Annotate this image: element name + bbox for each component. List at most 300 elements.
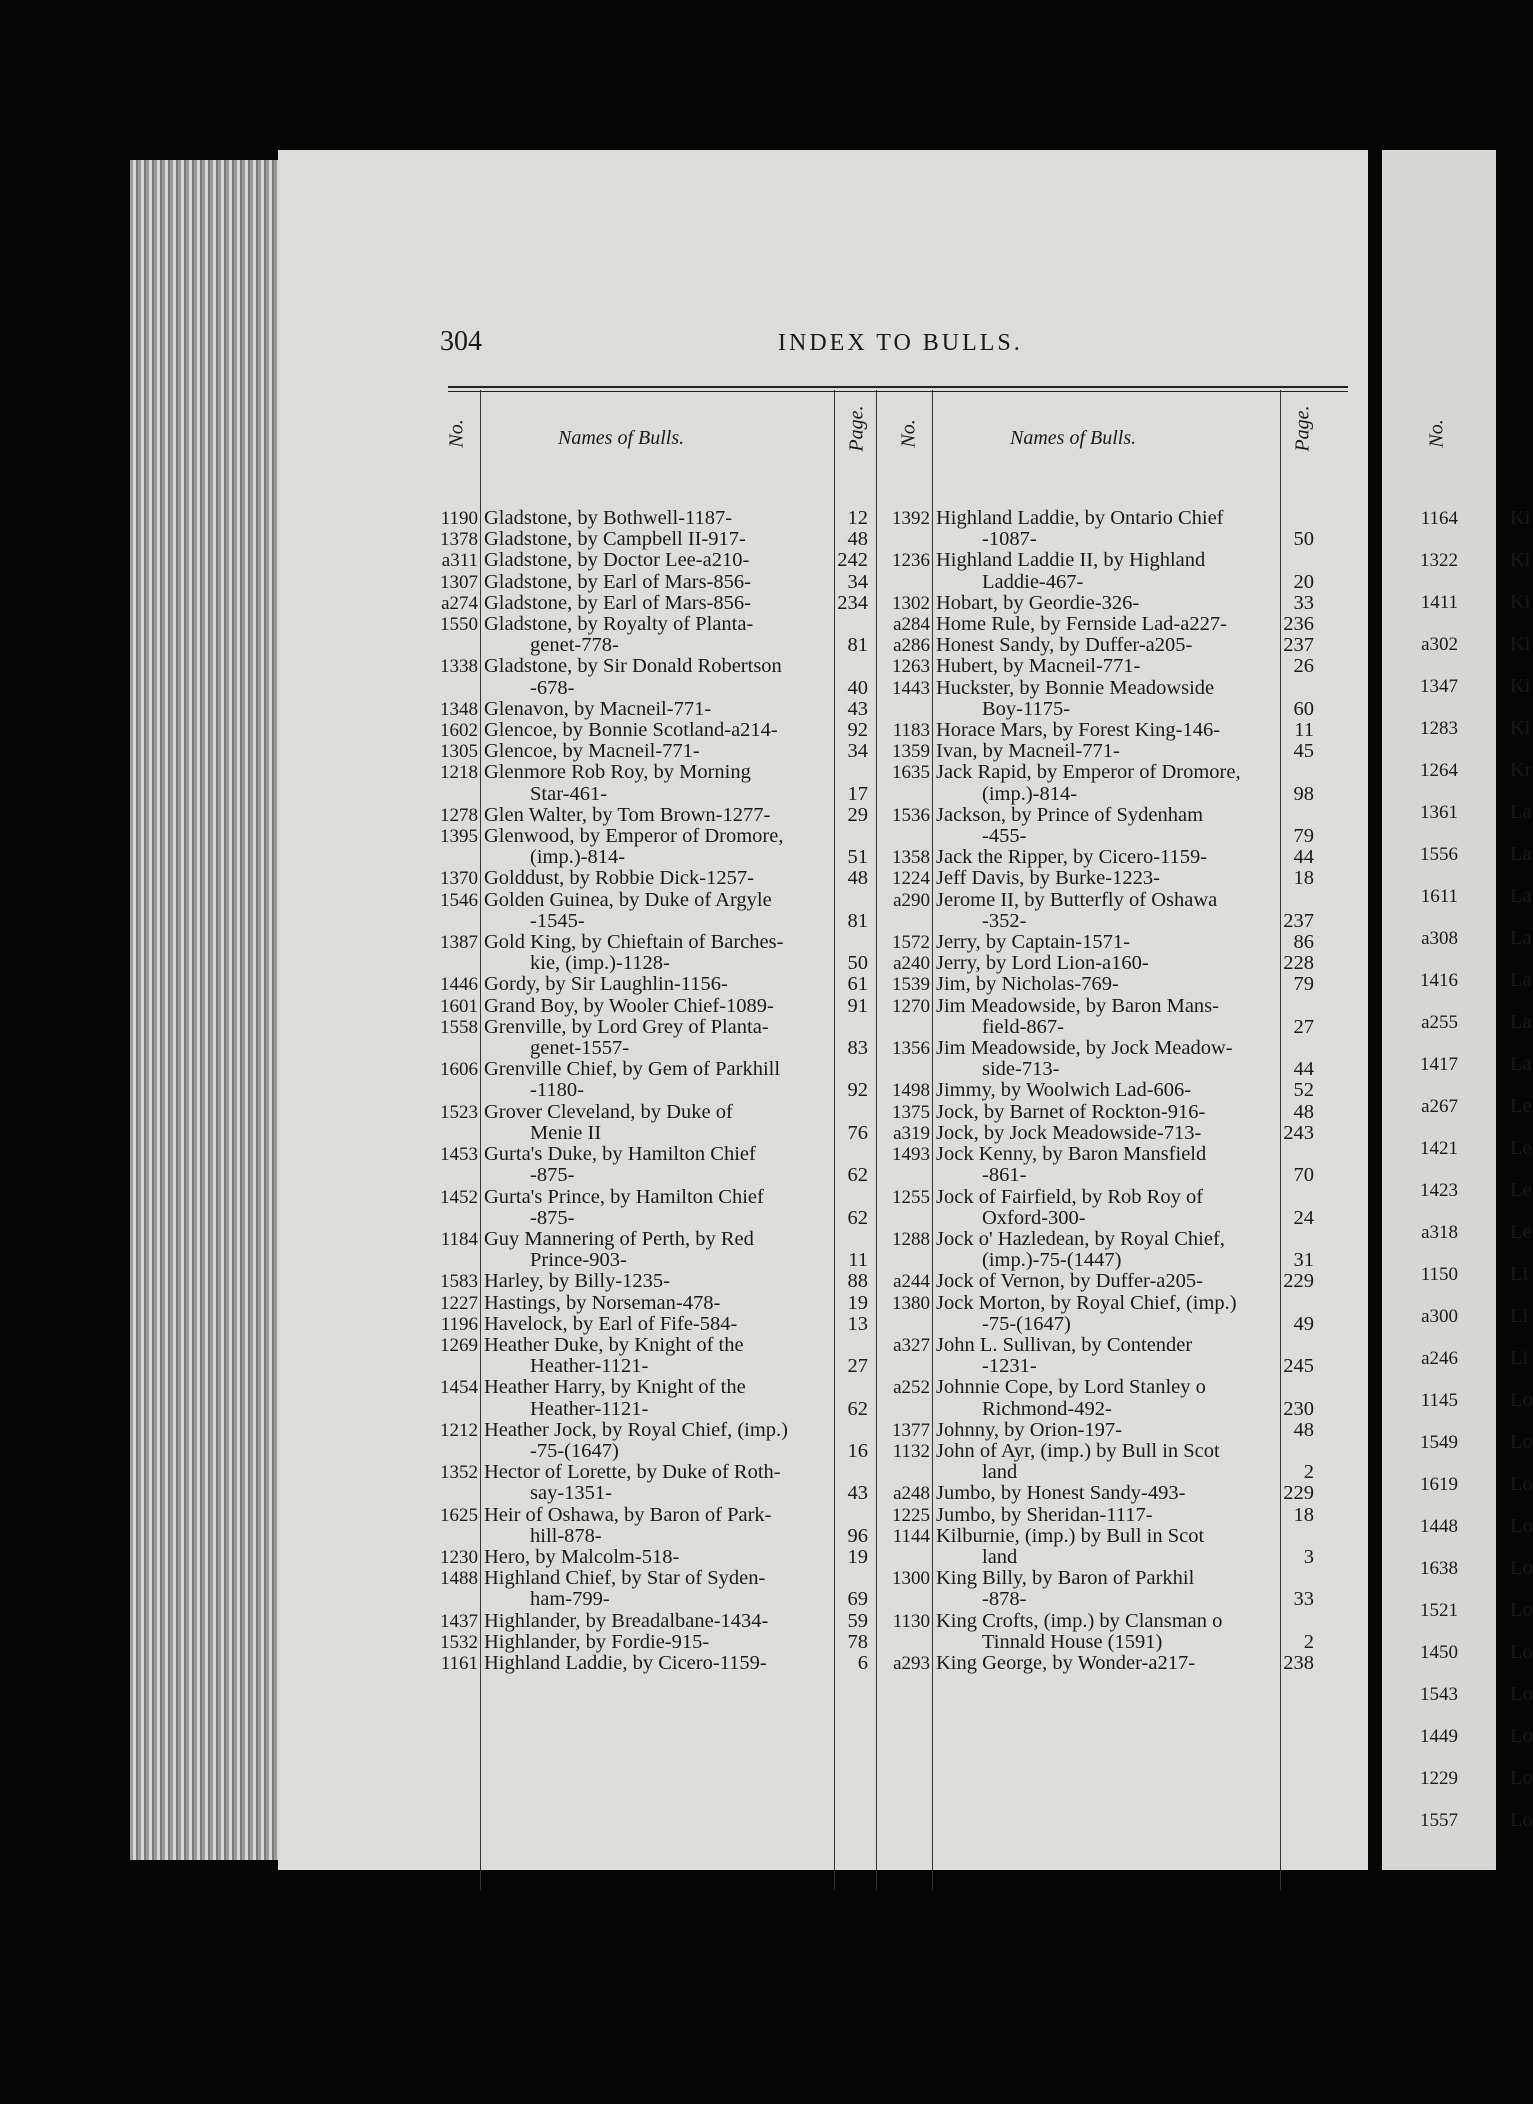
index-entry — [890, 847, 1314, 868]
index-entry — [1418, 675, 1531, 718]
entry-name-continued: (imp.)-814- — [982, 782, 1078, 805]
entry-number: 1387 — [440, 932, 478, 954]
entry-number: a248 — [893, 1483, 930, 1505]
entry-name: Le — [1510, 1137, 1532, 1159]
index-entry — [1418, 549, 1531, 592]
index-entry — [890, 762, 1314, 804]
entry-name-continued: -1087- — [982, 528, 1037, 551]
entry-number: 1358 — [892, 847, 930, 869]
entry-page: 18 — [1293, 867, 1314, 890]
names-header: Names of Bulls. — [558, 427, 685, 449]
page-title: INDEX TO BULLS. — [778, 330, 1023, 356]
entry-name: Jerry, by Lord Lion-a160- — [936, 952, 1149, 975]
book-page-edges — [130, 160, 280, 1860]
entry-name: Ki — [1510, 633, 1531, 655]
entry-number: a246 — [1421, 1348, 1458, 1369]
index-entry — [890, 805, 1314, 847]
index-entry — [438, 1314, 868, 1335]
entry-name: Ki — [1510, 549, 1531, 571]
entry-number: 1196 — [440, 1313, 478, 1335]
entry-name: Grand Boy, by Wooler Chief-1089- — [484, 994, 774, 1017]
entry-name: Ki — [1510, 717, 1531, 739]
index-entry — [890, 1271, 1314, 1292]
entry-page: 44 — [1293, 1058, 1314, 1081]
entry-number: 1395 — [440, 826, 478, 848]
entry-name-continued: -878- — [982, 1588, 1027, 1611]
entry-name: John of Ayr, (imp.) by Bull in Scot — [936, 1439, 1220, 1462]
entry-page: 6 — [857, 1651, 868, 1674]
entry-name: Jock of Vernon, by Duffer-a205- — [936, 1270, 1203, 1293]
entry-number: 1338 — [440, 656, 478, 678]
index-entry — [438, 1547, 868, 1568]
entry-name: La — [1510, 885, 1532, 907]
facing-page — [1382, 150, 1533, 1870]
index-entry — [890, 741, 1314, 762]
entry-name: Highland Laddie II, by Highland — [936, 549, 1206, 572]
index-entry — [890, 1038, 1314, 1080]
entry-number: a274 — [441, 592, 478, 614]
entry-name: Jack the Ripper, by Cicero-1159- — [936, 846, 1208, 869]
entry-page: 27 — [847, 1355, 868, 1378]
index-entry — [890, 593, 1314, 614]
entry-number: 1493 — [892, 1144, 930, 1166]
index-entry — [438, 996, 868, 1017]
page-header: Page. — [845, 405, 868, 452]
entry-name-continued: Heather-1121- — [530, 1355, 649, 1378]
entry-page: 229 — [1283, 1270, 1314, 1293]
entry-page: 91 — [847, 994, 868, 1017]
entry-page: 12 — [847, 507, 868, 529]
entry-number: 1190 — [440, 508, 478, 529]
entry-name: Heather Jock, by Royal Chief, (imp.) — [484, 1418, 789, 1441]
index-entry — [1418, 801, 1532, 844]
entry-name: Lo — [1510, 1599, 1533, 1621]
entry-number: 1212 — [440, 1419, 478, 1441]
entry-name: Lo — [1510, 1515, 1533, 1537]
entry-name: Lo — [1510, 1389, 1533, 1411]
index-entry — [890, 1080, 1314, 1101]
entry-name: Jimmy, by Woolwich Lad-606- — [936, 1079, 1192, 1102]
entry-page: 34 — [847, 570, 868, 593]
entry-page: 18 — [1293, 1503, 1314, 1526]
entry-name: Ivan, by Macneil-771- — [936, 740, 1120, 763]
entry-page: 50 — [847, 952, 868, 975]
entry-number: 1450 — [1420, 1642, 1458, 1663]
index-entry — [890, 1568, 1314, 1610]
entry-number: 1307 — [440, 571, 478, 593]
entry-name-continued: -875- — [530, 1164, 575, 1187]
entry-page: 52 — [1293, 1079, 1314, 1102]
entry-name: Jock o' Hazledean, by Royal Chief, — [936, 1227, 1225, 1250]
index-entry — [890, 1377, 1314, 1419]
entry-number: 1521 — [1420, 1600, 1458, 1621]
index-entry — [890, 932, 1314, 953]
entry-page: 34 — [847, 740, 868, 763]
entry-page: 24 — [1293, 1206, 1314, 1229]
entry-number: 1302 — [892, 592, 930, 614]
entry-page: 88 — [847, 1270, 868, 1293]
entry-name: Highland Laddie, by Cicero-1159- — [484, 1651, 767, 1674]
index-entry — [438, 572, 868, 593]
entry-name: Li — [1510, 1263, 1529, 1285]
entry-page: 48 — [1293, 1100, 1314, 1123]
entry-name: Lo — [1510, 1641, 1533, 1663]
entry-number: 1161 — [440, 1652, 478, 1674]
index-entry — [890, 1335, 1314, 1377]
entry-number: 1380 — [892, 1292, 930, 1314]
entry-number: 1375 — [892, 1101, 930, 1123]
entry-name-continued: field-867- — [982, 1015, 1064, 1038]
entry-page: 96 — [847, 1524, 868, 1547]
entry-page: 13 — [847, 1312, 868, 1335]
index-entry — [890, 656, 1314, 677]
entry-name-continued: Laddie-467- — [982, 570, 1084, 593]
no-header: No. — [897, 419, 920, 448]
entry-page: 234 — [837, 591, 868, 614]
entry-name: Jock of Fairfield, by Rob Roy of — [936, 1185, 1204, 1208]
entry-number: 1546 — [440, 889, 478, 911]
entry-name: John L. Sullivan, by Contender — [936, 1333, 1193, 1356]
entry-name-continued: -1231- — [982, 1355, 1037, 1378]
index-entry — [890, 635, 1314, 656]
entry-number: a240 — [893, 953, 930, 975]
entry-name: Glenavon, by Macneil-771- — [484, 697, 712, 720]
entry-name: Highland Laddie, by Ontario Chief — [936, 507, 1224, 529]
entry-page: 20 — [1293, 570, 1314, 593]
index-entry — [438, 1187, 868, 1229]
entry-name: Jumbo, by Honest Sandy-493- — [936, 1482, 1186, 1505]
index-entry — [438, 656, 868, 698]
entry-number: 1602 — [440, 720, 478, 742]
entry-name: Jackson, by Prince of Sydenham — [936, 803, 1204, 826]
entry-number: 1488 — [440, 1568, 478, 1590]
index-entry — [1418, 885, 1532, 928]
entry-name: Jim Meadowside, by Baron Mans- — [936, 994, 1219, 1017]
entry-number: 1150 — [1420, 1264, 1458, 1285]
entry-number: 1539 — [892, 974, 930, 996]
entry-number: 1236 — [892, 550, 930, 572]
entry-page: 92 — [847, 1079, 868, 1102]
entry-page: 51 — [847, 846, 868, 869]
index-entry — [1418, 633, 1531, 676]
entry-name: Huckster, by Bonnie Meadowside — [936, 676, 1215, 699]
index-page — [278, 150, 1368, 1870]
entry-page: 27 — [1293, 1015, 1314, 1038]
entry-name: King Billy, by Baron of Parkhil — [936, 1567, 1195, 1590]
entry-list — [890, 508, 1314, 1674]
index-entry — [890, 1653, 1314, 1674]
index-entry — [1418, 759, 1532, 802]
index-entry — [1418, 1557, 1533, 1600]
index-entry — [1418, 1179, 1532, 1222]
entry-name-continued: -455- — [982, 825, 1027, 848]
entry-page: 236 — [1283, 613, 1314, 636]
index-entry — [890, 678, 1314, 720]
entry-page: 243 — [1283, 1121, 1314, 1144]
entry-name: Glencoe, by Bonnie Scotland-a214- — [484, 719, 778, 742]
entry-number: 1601 — [440, 995, 478, 1017]
entry-name: Grover Cleveland, by Duke of — [484, 1100, 733, 1123]
index-entry — [1418, 969, 1532, 1012]
entry-name-continued: land — [982, 1545, 1018, 1568]
entry-page: 49 — [1293, 1312, 1314, 1335]
entry-page: 48 — [1293, 1418, 1314, 1441]
index-entry — [1418, 1809, 1533, 1852]
entry-number: 1416 — [1420, 970, 1458, 991]
index-entry — [890, 720, 1314, 741]
entry-name: Gladstone, by Sir Donald Robertson — [484, 655, 782, 678]
entry-name: Gold King, by Chieftain of Barches- — [484, 931, 784, 954]
entry-name: Glencoe, by Macneil-771- — [484, 740, 700, 763]
index-entry — [438, 1462, 868, 1504]
entry-name: Hastings, by Norseman-478- — [484, 1291, 721, 1314]
entry-name: Gladstone, by Earl of Mars-856- — [484, 591, 752, 614]
entry-name-continued: hill-878- — [530, 1524, 602, 1547]
entry-number: 1453 — [440, 1144, 478, 1166]
entry-number: 1536 — [892, 804, 930, 826]
entry-page: 43 — [847, 697, 868, 720]
entry-name-continued: -75-(1647) — [982, 1312, 1071, 1335]
entry-number: 1322 — [1420, 550, 1458, 571]
index-entry — [438, 1102, 868, 1144]
index-entry — [438, 1653, 868, 1674]
entry-name: Le — [1510, 1179, 1532, 1201]
entry-name: Gordy, by Sir Laughlin-1156- — [484, 973, 728, 996]
entry-page: 62 — [847, 1206, 868, 1229]
index-entry — [1418, 927, 1532, 970]
index-entry — [438, 720, 868, 741]
index-entry — [438, 550, 868, 571]
entry-name: Jim, by Nicholas-769- — [936, 973, 1119, 996]
entry-number: 1305 — [440, 741, 478, 763]
entry-number: 1443 — [892, 677, 930, 699]
entry-name-continued: land — [982, 1461, 1018, 1484]
entry-page: 45 — [1293, 740, 1314, 763]
entry-page: 230 — [1283, 1397, 1314, 1420]
entry-number: 1452 — [440, 1186, 478, 1208]
index-entry — [890, 1611, 1314, 1653]
entry-list — [438, 508, 868, 1674]
entry-number: 1446 — [440, 974, 478, 996]
index-entry — [438, 1611, 868, 1632]
index-entry — [438, 508, 868, 529]
entry-name: King George, by Wonder-a217- — [936, 1651, 1196, 1674]
entry-name: Lo — [1510, 1473, 1533, 1495]
entry-number: 1255 — [892, 1186, 930, 1208]
entry-name: Gladstone, by Earl of Mars-856- — [484, 570, 752, 593]
entry-name: Honest Sandy, by Duffer-a205- — [936, 634, 1193, 657]
entry-name-continued: Heather-1121- — [530, 1397, 649, 1420]
entry-number: 1417 — [1420, 1054, 1458, 1075]
index-entry — [890, 1187, 1314, 1229]
entry-name: Golddust, by Robbie Dick-1257- — [484, 867, 754, 890]
entry-number: a255 — [1421, 1012, 1458, 1033]
index-entry — [1418, 1389, 1533, 1432]
index-entry — [1418, 1599, 1533, 1642]
entry-number: a267 — [1421, 1096, 1458, 1117]
entry-page: 62 — [847, 1397, 868, 1420]
entry-page: 48 — [847, 867, 868, 890]
entry-name: Johnnie Cope, by Lord Stanley o — [936, 1376, 1206, 1399]
entry-name: Ki — [1510, 675, 1531, 697]
entry-name: Li — [1510, 1347, 1529, 1369]
index-entry — [890, 1483, 1314, 1504]
entry-name-continued: Star-461- — [530, 782, 608, 805]
entry-name-continued: Prince-903- — [530, 1249, 627, 1272]
entry-page: 19 — [847, 1291, 868, 1314]
index-entry — [438, 1335, 868, 1377]
entry-name: Lo — [1510, 1557, 1533, 1579]
entry-number: a327 — [893, 1334, 930, 1356]
entry-number: a319 — [893, 1122, 930, 1144]
entry-page: 70 — [1293, 1164, 1314, 1187]
entry-number: 1543 — [1420, 1684, 1458, 1705]
entry-number: 1498 — [892, 1080, 930, 1102]
no-header: No. — [1425, 419, 1448, 448]
entry-name-continued: -352- — [982, 909, 1027, 932]
entry-name-continued: -1180- — [530, 1079, 584, 1102]
entry-number: 1606 — [440, 1059, 478, 1081]
index-entry — [438, 699, 868, 720]
index-entry — [1418, 1011, 1532, 1054]
index-entry — [438, 1271, 868, 1292]
entry-page: 11 — [848, 1249, 868, 1272]
entry-number: 1454 — [440, 1377, 478, 1399]
entry-number: 1230 — [440, 1546, 478, 1568]
entry-name: La — [1510, 801, 1532, 823]
entry-number: 1164 — [1420, 508, 1458, 529]
entry-name: Harley, by Billy-1235- — [484, 1270, 670, 1293]
entry-page: 26 — [1293, 655, 1314, 678]
index-entry — [1418, 1137, 1532, 1180]
index-entry — [890, 614, 1314, 635]
entry-number: 1145 — [1420, 1390, 1458, 1411]
index-entry — [438, 593, 868, 614]
entry-name-continued: -875- — [530, 1206, 575, 1229]
entry-name-continued: Tinnald House (1591) — [982, 1630, 1163, 1653]
header-rule — [448, 386, 1348, 388]
entry-name: Heir of Oshawa, by Baron of Park- — [484, 1503, 772, 1526]
entry-name: Ki — [1510, 591, 1531, 613]
entry-number: 1611 — [1420, 886, 1458, 907]
column-header — [438, 400, 868, 470]
index-entry — [1418, 1683, 1533, 1726]
column-header — [1418, 400, 1498, 470]
entry-number: 1183 — [892, 720, 930, 742]
entry-name-continued: Richmond-492- — [982, 1397, 1112, 1420]
entry-number: a284 — [893, 614, 930, 636]
entry-name: Glenmore Rob Roy, by Morning — [484, 761, 751, 784]
index-entry — [438, 826, 868, 868]
index-entry — [438, 805, 868, 826]
index-entry — [438, 1505, 868, 1547]
entry-name: Kr — [1510, 759, 1532, 781]
entry-page: 245 — [1283, 1355, 1314, 1378]
entry-name-continued: Oxford-300- — [982, 1206, 1086, 1229]
entry-number: a302 — [1421, 634, 1458, 655]
entry-page: 3 — [1303, 1545, 1314, 1568]
entry-number: 1619 — [1420, 1474, 1458, 1495]
entry-name: Jack Rapid, by Emperor of Dromore, — [936, 761, 1241, 784]
entry-number: a311 — [441, 550, 478, 572]
page-header: Page. — [1291, 405, 1314, 452]
entry-page: 78 — [847, 1630, 868, 1653]
index-entry — [1418, 1305, 1529, 1348]
entry-name: Jumbo, by Sheridan-1117- — [936, 1503, 1153, 1526]
entry-name: La — [1510, 927, 1532, 949]
entry-name: Havelock, by Earl of Fife-584- — [484, 1312, 738, 1335]
entry-number: 1224 — [892, 868, 930, 890]
entry-page: 50 — [1293, 528, 1314, 551]
entry-name: Ki — [1510, 507, 1531, 529]
entry-name-continued: kie, (imp.)-1128- — [530, 952, 670, 975]
entry-number: 1347 — [1420, 676, 1458, 697]
index-entry — [438, 614, 868, 656]
entry-number: 1361 — [1420, 802, 1458, 823]
index-entry — [438, 932, 868, 974]
index-entry — [1418, 1263, 1529, 1306]
index-entry — [1418, 1515, 1533, 1558]
entry-name: Li — [1510, 1305, 1529, 1327]
entry-number: 1532 — [440, 1631, 478, 1653]
index-entry — [438, 762, 868, 804]
entry-number: 1370 — [440, 868, 478, 890]
index-entry — [1418, 1767, 1533, 1810]
entry-number: 1423 — [1420, 1180, 1458, 1201]
entry-name: Gladstone, by Bothwell-1187- — [484, 507, 733, 529]
entry-name: La — [1510, 969, 1532, 991]
entry-number: a252 — [893, 1377, 930, 1399]
entry-number: 1411 — [1420, 592, 1458, 613]
entry-page: 81 — [847, 909, 868, 932]
entry-name: La — [1510, 843, 1532, 865]
entry-page: 60 — [1293, 697, 1314, 720]
entry-page: 43 — [847, 1482, 868, 1505]
entry-page: 48 — [847, 528, 868, 551]
index-column-1 — [438, 390, 868, 1910]
entry-number: 1218 — [440, 762, 478, 784]
entry-number: 1421 — [1420, 1138, 1458, 1159]
index-entry — [438, 1144, 868, 1186]
entry-number: 1269 — [440, 1334, 478, 1356]
entry-name: Johnny, by Orion-197- — [936, 1418, 1123, 1441]
entry-page: 76 — [847, 1121, 868, 1144]
entry-page: 229 — [1283, 1482, 1314, 1505]
page-number: 304 — [440, 326, 482, 357]
entry-page: 98 — [1293, 782, 1314, 805]
entry-name: La — [1510, 1011, 1532, 1033]
entry-number: 1550 — [440, 614, 478, 636]
entry-name-continued: genet-1557- — [530, 1037, 630, 1060]
index-entry — [438, 1632, 868, 1653]
entry-number: 1278 — [440, 804, 478, 826]
entry-page: 237 — [1283, 634, 1314, 657]
entry-number: 1378 — [440, 529, 478, 551]
entry-name-continued: -861- — [982, 1164, 1027, 1187]
entry-name-continued: -1545- — [530, 909, 585, 932]
entry-name: Gladstone, by Doctor Lee-a210- — [484, 549, 750, 572]
index-entry — [890, 953, 1314, 974]
index-entry — [438, 1229, 868, 1271]
entry-name: Glen Walter, by Tom Brown-1277- — [484, 803, 771, 826]
entry-page: 33 — [1293, 591, 1314, 614]
entry-number: 1227 — [440, 1292, 478, 1314]
entry-page: 86 — [1293, 931, 1314, 954]
entry-number: 1300 — [892, 1568, 930, 1590]
index-entry — [1418, 1347, 1529, 1390]
entry-name: Lo — [1510, 1725, 1533, 1747]
index-entry — [890, 996, 1314, 1038]
